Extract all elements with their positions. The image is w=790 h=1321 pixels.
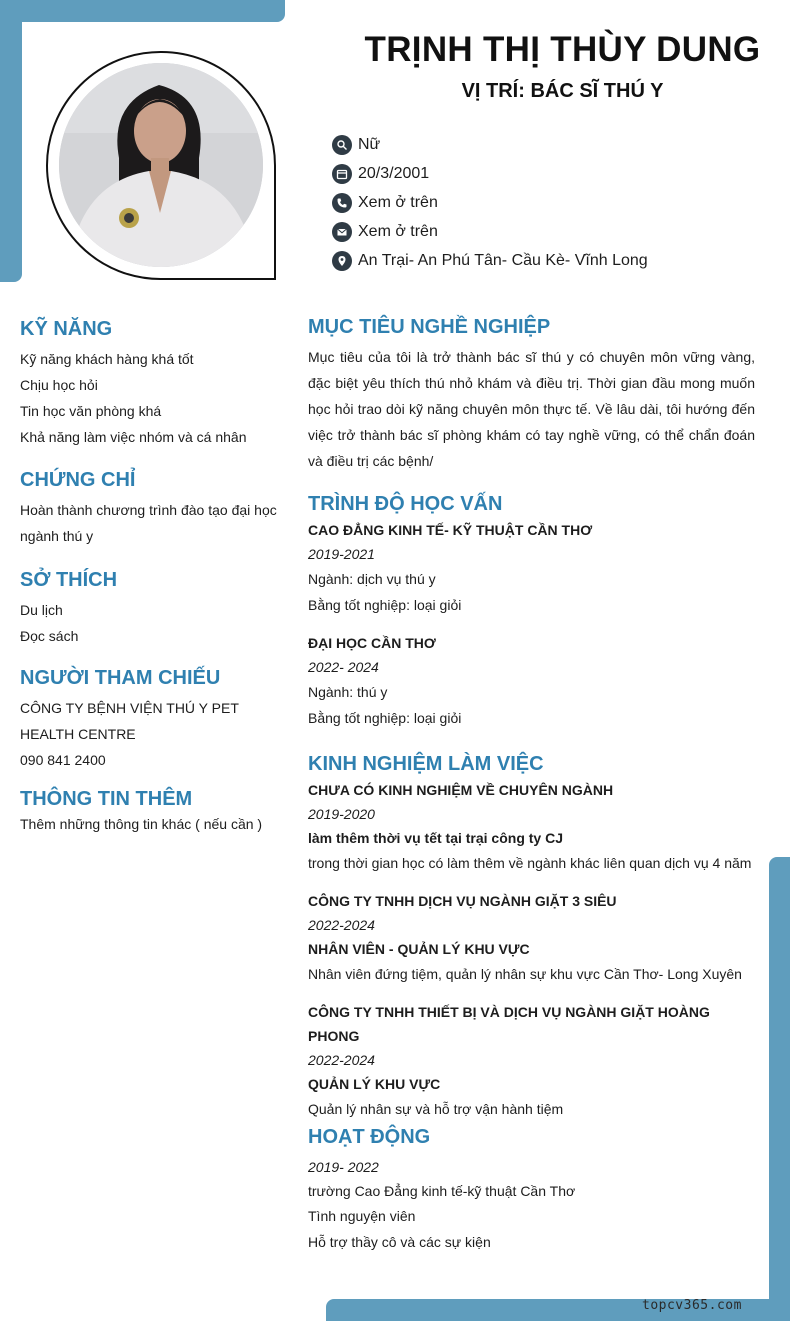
- hobbies-title: SỞ THÍCH: [20, 569, 118, 591]
- decor-bar-right: [769, 857, 790, 1321]
- activities-years: 2019- 2022: [308, 1159, 379, 1175]
- experience-company: CHƯA CÓ KINH NGHIỆM VỀ CHUYÊN NGÀNH: [308, 782, 614, 798]
- list-item: Kỹ năng khách hàng khá tốt: [20, 351, 194, 367]
- list-item: 090 841 2400: [20, 752, 106, 768]
- activities-list: [308, 1155, 755, 1256]
- skills-title: KỸ NĂNG: [20, 318, 113, 340]
- list-item: Khả năng làm việc nhóm và cá nhân: [20, 429, 247, 445]
- gender-icon: [332, 135, 352, 155]
- experience-entry: [308, 1000, 755, 1122]
- extra-info-text: Thêm những thông tin khác ( nếu cần ): [20, 816, 263, 832]
- activities-section: [308, 1126, 755, 1256]
- education-years: 2019-2021: [308, 546, 375, 562]
- hobbies-list: [20, 597, 288, 649]
- education-entry: [308, 518, 755, 618]
- certificates-title: CHỨNG CHỈ: [20, 469, 136, 491]
- decor-bar-left: [0, 0, 22, 282]
- personal-info: [332, 130, 648, 275]
- experience-entry: [308, 778, 755, 876]
- certificates-section: [20, 469, 288, 549]
- references-title: NGƯỜI THAM CHIẾU: [20, 667, 221, 689]
- education-degree: Bằng tốt nghiệp: loại giỏi: [308, 597, 462, 613]
- experience-desc: Nhân viên đứng tiệm, quản lý nhân sự khu vực Cần Thơ- Long Xuyên: [308, 966, 742, 982]
- experience-company: CÔNG TY TNHH THIẾT BỊ VÀ DỊCH VỤ NGÀNH GIẶT HOÀNG PHONG: [308, 1004, 710, 1044]
- experience-years: 2022-2024: [308, 1052, 375, 1068]
- list-item: Đọc sách: [20, 628, 79, 644]
- info-address: [332, 246, 648, 275]
- education-degree: Bằng tốt nghiệp: loại giỏi: [308, 710, 462, 726]
- info-phone: [332, 188, 648, 217]
- education-entry: [308, 631, 755, 731]
- skills-list: [20, 346, 288, 450]
- experience-role: NHÂN VIÊN - QUẢN LÝ KHU VỰC: [308, 941, 530, 957]
- experience-company: CÔNG TY TNHH DỊCH VỤ NGÀNH GIẶT 3 SIÊU: [308, 893, 617, 909]
- info-email-value: Xem ở trên: [358, 222, 438, 240]
- hobbies-section: [20, 569, 288, 649]
- phone-icon: [332, 193, 352, 213]
- watermark: topcv365.com: [642, 1298, 742, 1313]
- profile-photo: [59, 63, 263, 267]
- decor-bar-top: [0, 0, 285, 22]
- extra-info-title: THÔNG TIN THÊM: [20, 788, 193, 810]
- candidate-name: TRỊNH THỊ THÙY DUNG: [364, 30, 761, 69]
- info-phone-value: Xem ở trên: [358, 193, 438, 211]
- list-item: Chịu học hỏi: [20, 377, 98, 393]
- list-item: Tình nguyện viên: [308, 1208, 416, 1224]
- education-major: Ngành: dịch vụ thú y: [308, 571, 436, 587]
- experience-years: 2022-2024: [308, 917, 375, 933]
- education-section: [308, 493, 755, 731]
- skills-section: [20, 318, 288, 450]
- objective-section: [308, 316, 755, 474]
- objective-text: Mục tiêu của tôi là trở thành bác sĩ thú y có chuyên môn vững vàng, đặc biệt yêu thích thú nhỏ khám và điều trị. Thời gian đầu mong muốn học hỏi trao dòi kỹ năng chuyên môn thực tế. Về lâu dài, tôi hướng đến việc trở thành bác sĩ phòng khám có tay nghề vững, có thể chẩn đoán và điều trị các bệnh/: [308, 349, 755, 469]
- experience-role: làm thêm thời vụ tết tại trại công ty CJ: [308, 830, 563, 846]
- education-years: 2022- 2024: [308, 659, 379, 675]
- list-item: ngành thú y: [20, 528, 94, 544]
- info-email: [332, 217, 648, 246]
- experience-desc: trong thời gian học có làm thêm về ngành khác liên quan dịch vụ 4 năm: [308, 855, 752, 871]
- experience-section: [308, 753, 755, 1122]
- education-major: Ngành: thú y: [308, 684, 388, 700]
- experience-role: QUẢN LÝ KHU VỰC: [308, 1076, 441, 1092]
- education-school: ĐẠI HỌC CẦN THƠ: [308, 635, 436, 651]
- info-birthday-value: 20/3/2001: [358, 164, 430, 182]
- job-position: VỊ TRÍ: BÁC SĨ THÚ Y: [461, 80, 664, 102]
- info-gender: [332, 130, 648, 159]
- list-item: Hoàn thành chương trình đào tạo đại học: [20, 502, 277, 518]
- references-section: [20, 667, 288, 773]
- experience-entry: [308, 889, 755, 987]
- education-school: CAO ĐẲNG KINH TẾ- KỸ THUẬT CẦN THƠ: [308, 522, 593, 538]
- extra-info-section: [20, 788, 288, 837]
- profile-photo-illustration: [59, 63, 263, 267]
- activities-title: HOẠT ĐỘNG: [308, 1126, 431, 1148]
- list-item: Du lịch: [20, 602, 63, 618]
- info-birthday: [332, 159, 648, 188]
- list-item: CÔNG TY BỆNH VIỆN THÚ Y PET: [20, 700, 239, 716]
- list-item: trường Cao Đẳng kinh tế-kỹ thuật Cần Thơ: [308, 1183, 576, 1199]
- experience-desc: Quản lý nhân sự và hỗ trợ vận hành tiệm: [308, 1101, 564, 1117]
- experience-years: 2019-2020: [308, 806, 375, 822]
- certificates-list: [20, 497, 288, 549]
- references-list: [20, 695, 288, 773]
- info-address-value: An Trại- An Phú Tân- Cầu Kè- Vĩnh Long: [358, 251, 648, 269]
- location-icon: [332, 251, 352, 271]
- education-title: TRÌNH ĐỘ HỌC VẤN: [308, 493, 503, 515]
- experience-title: KINH NGHIỆM LÀM VIỆC: [308, 753, 544, 775]
- calendar-icon: [332, 164, 352, 184]
- list-item: HEALTH CENTRE: [20, 726, 136, 742]
- objective-title: MỤC TIÊU NGHỀ NGHIỆP: [308, 316, 551, 338]
- list-item: Tin học văn phòng khá: [20, 403, 162, 419]
- list-item: Hỗ trợ thầy cô và các sự kiện: [308, 1234, 491, 1250]
- info-gender-value: Nữ: [358, 135, 381, 153]
- email-icon: [332, 222, 352, 242]
